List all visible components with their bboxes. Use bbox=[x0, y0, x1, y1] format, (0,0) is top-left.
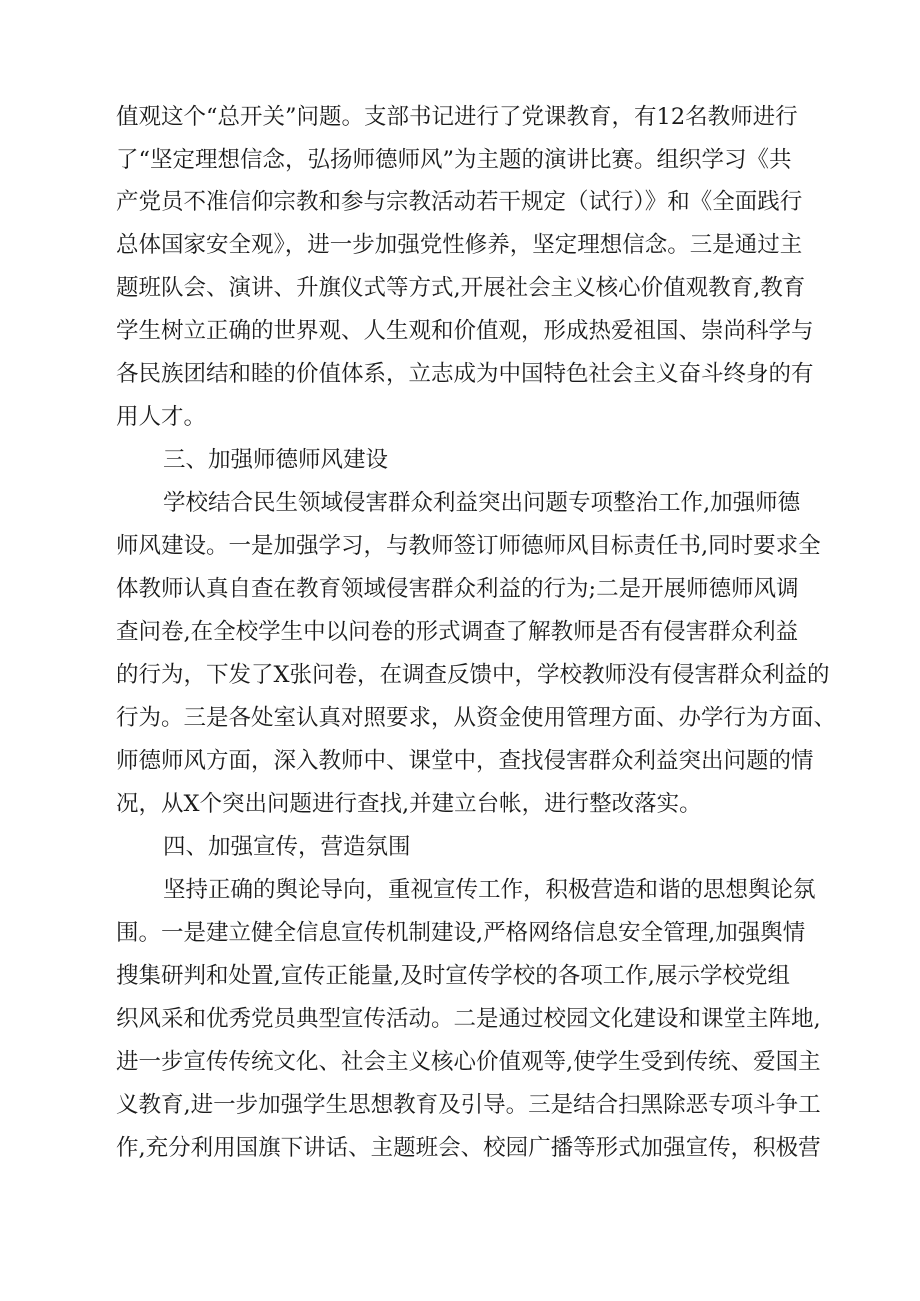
paragraph-line: 围。一是建立健全信息宣传机制建设,严格网络信息安全管理,加强舆情 bbox=[116, 920, 806, 946]
section-heading-3: 三、加强师德师风建设 bbox=[163, 447, 389, 473]
paragraph-line: 作,充分利用国旗下讲话、主题班会、校园广播等形式加强宣传，积极营 bbox=[116, 1135, 821, 1161]
paragraph-line: 体教师认真自查在教育领域侵害群众利益的行为;二是开展师德师风调 bbox=[116, 576, 799, 602]
paragraph-line: 总体国家安全观》，进一步加强党性修养，坚定理想信念。三是通过主 bbox=[116, 232, 803, 258]
paragraph-line: 题班队会、演讲、升旗仪式等方式,开展社会主义核心价值观教育,教育 bbox=[116, 275, 806, 301]
paragraph-line: 织风采和优秀党员典型宣传活动。二是通过校园文化建设和课堂主阵地, bbox=[116, 1006, 821, 1032]
paragraph-line: 坚持正确的舆论导向，重视宣传工作，积极营造和谐的思想舆论氛 bbox=[163, 877, 816, 903]
paragraph-line: 进一步宣传传统文化、社会主义核心价值观等,使学生受到传统、爱国主 bbox=[116, 1049, 821, 1075]
paragraph-line: 师风建设。一是加强学习，与教师签订师德师风目标责任书,同时要求全 bbox=[116, 533, 821, 559]
paragraph-line: 学生树立正确的世界观、人生观和价值观，形成热爱祖国、崇尚科学与 bbox=[116, 318, 814, 344]
paragraph-line: 的行为，下发了X张问卷，在调查反馈中，学校教师没有侵害群众利益的 bbox=[116, 662, 830, 688]
paragraph-line: 了“坚定理想信念，弘扬师德师风”为主题的演讲比赛。组织学习《共 bbox=[116, 147, 792, 173]
paragraph-line: 值观这个“总开关”问题。支部书记进行了党课教育，有12名教师进行 bbox=[116, 104, 798, 130]
paragraph-line: 查问卷,在全校学生中以问卷的形式调查了解教师是否有侵害群众利益 bbox=[116, 619, 799, 645]
paragraph-line: 学校结合民生领域侵害群众利益突出问题专项整治工作,加强师德 bbox=[163, 490, 801, 516]
paragraph-line: 用人才。 bbox=[116, 404, 207, 430]
section-heading-4: 四、加强宣传，营造氛围 bbox=[163, 834, 411, 860]
paragraph-line: 况，从X个突出问题进行查找,并建立台帐，进行整改落实。 bbox=[116, 791, 702, 817]
paragraph-line: 义教育,进一步加强学生思想教育及引导。三是结合扫黑除恶专项斗争工 bbox=[116, 1092, 821, 1118]
paragraph-line: 师德师风方面，深入教师中、课堂中，查找侵害群众利益突出问题的情 bbox=[116, 748, 814, 774]
paragraph-line: 搜集研判和处置,宣传正能量,及时宣传学校的各项工作,展示学校党组 bbox=[116, 963, 790, 989]
paragraph-line: 产党员不准信仰宗教和参与宗教活动若干规定（试行）》和《全面践行 bbox=[116, 189, 803, 215]
paragraph-line: 行为。三是各处室认真对照要求，从资金使用管理方面、办学行为方面、 bbox=[116, 705, 836, 731]
paragraph-line: 各民族团结和睦的价值体系，立志成为中国特色社会主义奋斗终身的有 bbox=[116, 361, 814, 387]
